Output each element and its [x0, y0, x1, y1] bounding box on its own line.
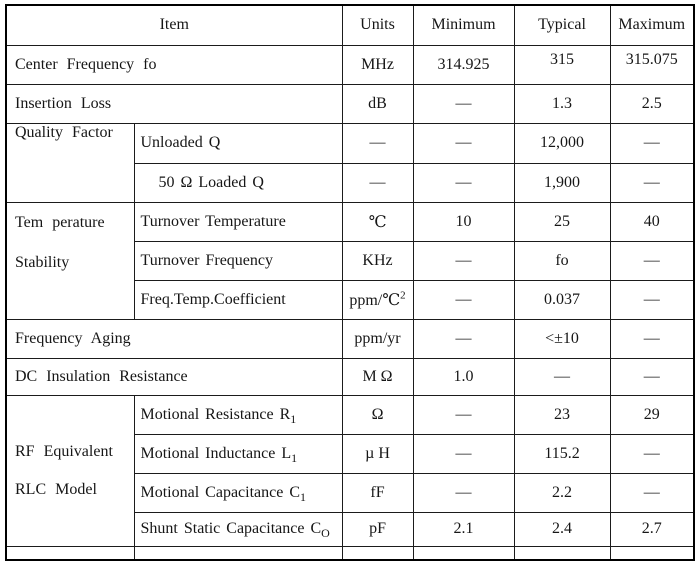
empty-cell	[134, 546, 342, 560]
min-cell: —	[413, 123, 514, 163]
max-cell: 29	[610, 395, 694, 434]
row-dc-insulation-resistance	[6, 358, 694, 395]
item-base: Shunt Static Capacitance C	[140, 520, 322, 537]
item-cell: Insertion Loss	[6, 84, 342, 123]
group-temperature-stability	[6, 202, 134, 319]
typ-cell: 23	[514, 395, 610, 434]
unit-cell: M Ω	[342, 358, 413, 395]
item-cell: Unloaded Q	[134, 123, 342, 163]
unit-cell: —	[342, 123, 413, 163]
specification-table	[5, 4, 695, 561]
item-subscript: 1	[290, 411, 297, 426]
unit-cell: fF	[342, 473, 413, 512]
group-quality-factor: Quality Factor	[6, 123, 134, 202]
max-cell: —	[610, 123, 694, 163]
min-cell: —	[413, 280, 514, 319]
max-cell: 2.7	[610, 512, 694, 546]
row-motional-resistance	[6, 395, 694, 434]
item-cell	[134, 434, 342, 473]
empty-cell	[413, 546, 514, 560]
typ-cell: <±10	[514, 319, 610, 358]
row-unloaded-q	[6, 123, 694, 163]
typ-cell: 115.2	[514, 434, 610, 473]
max-cell: —	[610, 241, 694, 280]
typ-cell: 2.2	[514, 473, 610, 512]
item-cell: Freq.Temp.Coefficient	[134, 280, 342, 319]
typ-cell: 12,000	[514, 123, 610, 163]
empty-cell	[342, 546, 413, 560]
min-cell: —	[413, 319, 514, 358]
unit-cell: ℃	[342, 202, 413, 241]
row-insertion-loss	[6, 84, 694, 123]
group-line: RLC Model	[15, 480, 97, 498]
header-units: Units	[342, 5, 413, 45]
item-cell	[134, 473, 342, 512]
group-rf-equivalent-rlc-model	[6, 395, 134, 546]
unit-cell: pF	[342, 512, 413, 546]
max-cell: —	[610, 163, 694, 202]
min-cell: 314.925	[413, 45, 514, 84]
item-base: Motional Inductance L	[140, 444, 292, 462]
empty-cell	[6, 546, 134, 560]
item-subscript: O	[321, 526, 330, 541]
unit-cell: Ω	[342, 395, 413, 434]
item-cell: Turnover Frequency	[134, 241, 342, 280]
unit-cell: KHz	[342, 241, 413, 280]
unit-cell: ppm/yr	[342, 319, 413, 358]
min-cell: —	[413, 434, 514, 473]
min-cell: 10	[413, 202, 514, 241]
item-cell	[134, 512, 342, 546]
header-item: Item	[6, 5, 342, 45]
max-cell: —	[610, 280, 694, 319]
header-minimum: Minimum	[413, 5, 514, 45]
unit-base: ppm/℃	[349, 291, 401, 309]
empty-cell	[514, 546, 610, 560]
partial-cutoff-row	[6, 546, 694, 560]
min-cell: —	[413, 395, 514, 434]
max-cell: 2.5	[610, 84, 694, 123]
min-cell: —	[413, 84, 514, 123]
min-cell: —	[413, 241, 514, 280]
max-cell: —	[610, 358, 694, 395]
item-base: Motional Resistance R	[140, 405, 291, 423]
item-cell: Turnover Temperature	[134, 202, 342, 241]
typ-cell: fo	[514, 241, 610, 280]
typ-cell: 1,900	[514, 163, 610, 202]
typ-cell: 0.037	[514, 280, 610, 319]
unit-cell: MHz	[342, 45, 413, 84]
item-cell: Frequency Aging	[6, 319, 342, 358]
unit-cell: dB	[342, 84, 413, 123]
min-cell: —	[413, 473, 514, 512]
header-typical: Typical	[514, 5, 610, 45]
max-cell: 315.075	[610, 45, 694, 84]
item-base: Motional Capacitance C	[140, 483, 301, 501]
item-subscript: 1	[300, 489, 307, 504]
min-cell: 2.1	[413, 512, 514, 546]
typ-cell: 2.4	[514, 512, 610, 546]
min-cell: —	[413, 163, 514, 202]
group-line: Tem perature	[15, 213, 105, 231]
row-center-frequency	[6, 45, 694, 84]
item-cell: Center Frequency fo	[6, 45, 342, 84]
max-cell: 40	[610, 202, 694, 241]
max-cell: —	[610, 434, 694, 473]
min-cell: 1.0	[413, 358, 514, 395]
item-subscript: 1	[291, 450, 298, 465]
typ-cell: 1.3	[514, 84, 610, 123]
max-cell: —	[610, 473, 694, 512]
group-line: Stability	[15, 253, 70, 271]
item-cell: DC Insulation Resistance	[6, 358, 342, 395]
group-line: RF Equivalent	[15, 442, 113, 460]
header-row	[6, 5, 694, 45]
item-cell: 50 Ω Loaded Q	[134, 163, 342, 202]
unit-superscript: 2	[400, 289, 406, 302]
unit-cell: —	[342, 163, 413, 202]
header-maximum: Maximum	[610, 5, 694, 45]
item-cell	[134, 395, 342, 434]
unit-cell: µ H	[342, 434, 413, 473]
row-frequency-aging	[6, 319, 694, 358]
typ-cell: 25	[514, 202, 610, 241]
typ-cell: 315	[514, 45, 610, 84]
empty-cell	[610, 546, 694, 560]
row-turnover-temperature	[6, 202, 694, 241]
max-cell: —	[610, 319, 694, 358]
unit-cell	[342, 280, 413, 319]
typ-cell: —	[514, 358, 610, 395]
